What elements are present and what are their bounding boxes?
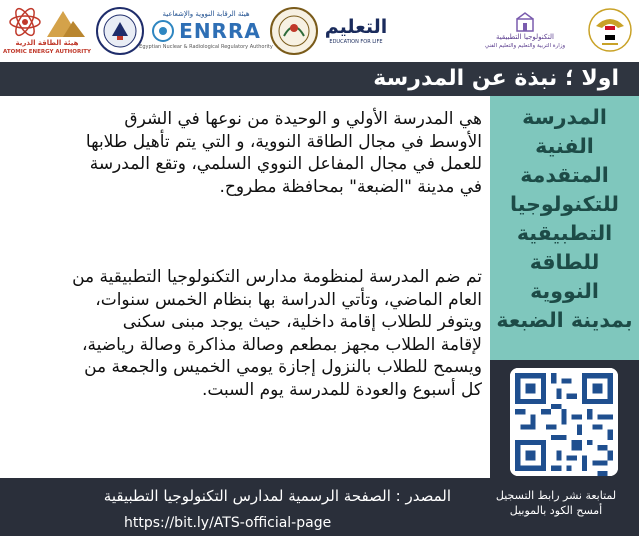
main-content [0, 96, 490, 478]
qr-instructions [481, 488, 631, 518]
qr-area [490, 360, 639, 478]
footer [0, 478, 639, 536]
paragraph-line: تم ضم المدرسة لمنظومة مدارس التكنولوجيا التطبيقية من [72, 267, 482, 287]
paragraph-line: في مدينة "الضبعة" بمحافظة مطروح. [219, 176, 482, 197]
paragraph-line: هي المدرسة الأولي و الوحيدة من نوعها في الشرق [124, 109, 482, 129]
enrra-logo [139, 4, 273, 58]
emblem-seal-icon [269, 6, 319, 56]
qr-code-icon [510, 368, 618, 476]
paragraph-line: ويسمح للطلاب بالنزول إجازة يومي الخميس والجمعة من [84, 357, 482, 377]
qr-code[interactable] [510, 368, 618, 476]
school-name-line: للطاقة [529, 250, 600, 274]
school-name-line: بمدينة الضبعة [496, 308, 633, 332]
nuclear-materials-seal-icon [95, 6, 145, 56]
source-url-link[interactable]: https://bit.ly/ATS-official-page [124, 515, 332, 531]
paragraph-line: العام الماضي، وتأتي الدراسة بها بنظام الخمس سنوات، [95, 289, 482, 310]
enrra-name: ENRRA [179, 19, 261, 43]
title-bar [0, 62, 639, 96]
eagle-emblem-icon [588, 6, 632, 56]
emblem-logo [266, 4, 322, 58]
enrra-ar-text: هيئة الرقابة النووية والإشعاعية [162, 10, 250, 18]
ministry-ar-text: وزارة التربية والتعليم والتعليم الفني [484, 43, 566, 49]
enrra-eye-icon [151, 19, 175, 43]
paragraph-line: الأوسط في مجال الطاقة النووية، و التي يتم تأهيل طلابها [85, 131, 482, 152]
school-name-line: الفنية [535, 134, 594, 158]
egypt-emblem-logo [584, 4, 636, 58]
qr-instruction-line: لمتابعة نشر رابط التسجيل [495, 489, 617, 502]
school-name-line: المدرسة [522, 105, 607, 129]
paragraph-intro [4, 108, 482, 198]
paragraph-line: ويتوفر للطلاب إقامة داخلية، حيث يوجد مبنى سكنى [122, 312, 482, 332]
education-logo [326, 4, 386, 58]
school-name-line: المتقدمة [520, 163, 609, 187]
enrra-en-text: Egyptian Nuclear & Radiological Regulatory Authority [139, 44, 273, 50]
applied-tech-logo [470, 4, 580, 58]
logo-bar [0, 0, 639, 62]
page-title: اولا ؛ نبذة عن المدرسة [373, 66, 619, 91]
source-text: المصدر : الصفحة الرسمية لمدارس التكنولوجيا التطبيقية [103, 487, 451, 505]
atomic-energy-logo [2, 4, 92, 58]
education-en-text: EDUCATION FOR LIFE [329, 38, 383, 45]
education-ar-text: التعليم [324, 15, 388, 38]
paragraph-line: كل أسبوع والعودة للمدرسة يوم السبت. [201, 379, 482, 400]
paragraph-details [4, 266, 482, 401]
applied-tech-ar-text: التكنولوجيا التطبيقية [496, 33, 554, 41]
school-name-panel [490, 96, 639, 360]
paragraph-line: لإقامة الطلاب مجهز بمطعم وصالة مذاكرة وصالة رياضية، [81, 334, 482, 355]
atomic-energy-ar-text: هيئة الطاقة الذرية [15, 39, 79, 47]
school-name-line: التطبيقية [516, 221, 613, 245]
qr-instruction-line: أمسح الكود بالموبيل [509, 504, 603, 517]
school-name-line: للتكنولوجيا [510, 192, 619, 216]
paragraph-line: للعمل في مجال المفاعل النووي السلمي، وتقع المدرسة [89, 154, 482, 174]
applied-tech-icon [514, 11, 536, 33]
school-name-line: النووية [530, 279, 599, 303]
atomic-energy-en-text: ATOMIC ENERGY AUTHORITY [3, 49, 91, 55]
atom-pyramid-icon [7, 5, 87, 39]
